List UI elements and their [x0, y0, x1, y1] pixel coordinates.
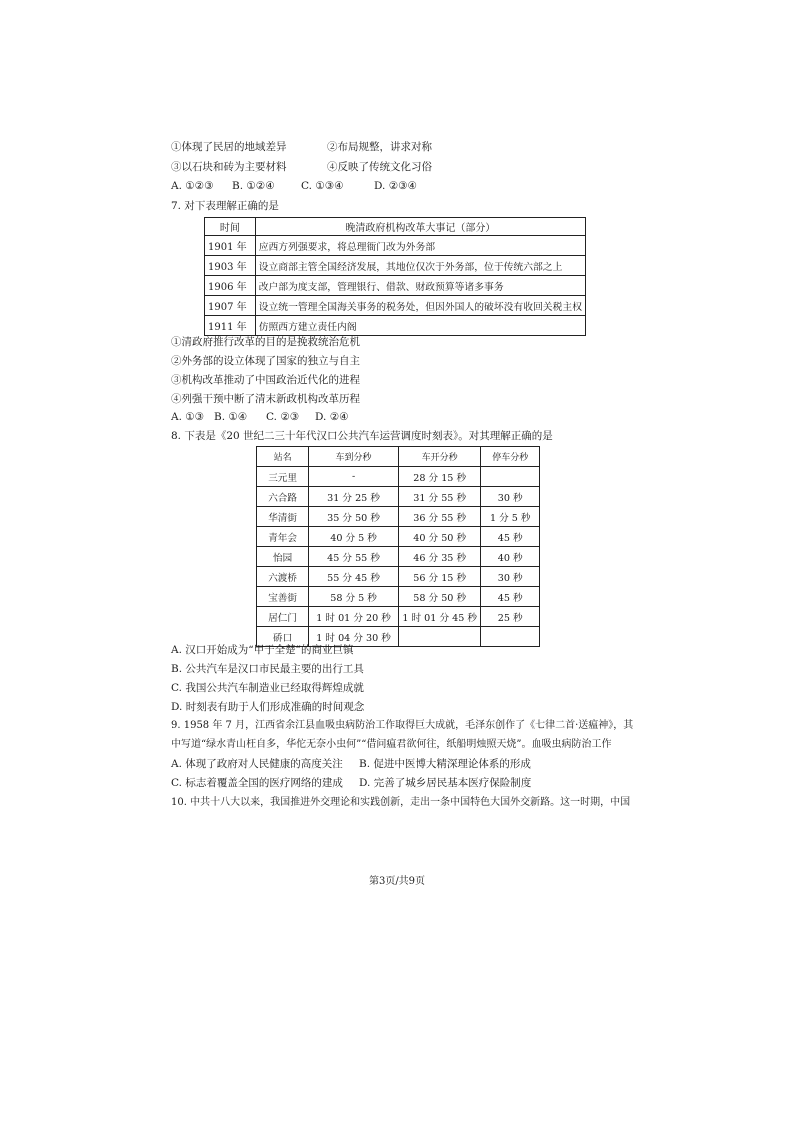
table-cell-year: 1907 年 [205, 296, 256, 316]
table-cell-stop: 40 秒 [481, 547, 540, 567]
q6-option-c: C. ①③④ [301, 180, 344, 192]
q8-table [256, 446, 540, 647]
table-cell-arrive: 40 分 5 秒 [309, 527, 399, 547]
table-cell-station: 居仁门 [257, 607, 309, 627]
table-cell-year: 1911 年 [205, 316, 256, 336]
table-cell-station: 怡园 [257, 547, 309, 567]
q9-option-b: B. 促进中医博大精深理论体系的形成 [359, 758, 531, 770]
table-header-cell: 站名 [257, 447, 309, 467]
table-cell-stop: 30 秒 [481, 487, 540, 507]
q6-item-2: ②布局规整，讲求对称 [327, 141, 432, 153]
table-cell-depart: 1 时 01 分 45 秒 [398, 607, 481, 627]
table-cell-depart: 40 分 50 秒 [398, 527, 481, 547]
q6-item-1: ①体现了民居的地域差异 [171, 141, 287, 153]
table-row [257, 587, 540, 607]
table-cell-arrive: - [309, 467, 399, 487]
table-cell-depart: 36 分 55 秒 [398, 507, 481, 527]
q8-option-a: A. 汉口开始成为“甲于全楚”的商业巨镇 [171, 644, 354, 656]
q7-stem: 7. 对下表理解正确的是 [171, 200, 279, 212]
table-cell-event: 设立统一管理全国海关事务的税务处，但因外国人的破坏没有收回关税主权 [255, 296, 585, 316]
table-header-cell: 停车分秒 [481, 447, 540, 467]
q9-stem-line-1: 9. 1958 年 7 月，江西省余江县血吸虫病防治工作取得巨大成就，毛泽东创作了《七律二首·送瘟神》，其 [171, 720, 634, 731]
table-cell-stop: 1 分 5 秒 [481, 507, 540, 527]
table-cell-depart: 31 分 55 秒 [398, 487, 481, 507]
table-cell-station: 宝善街 [257, 587, 309, 607]
q9-option-c: C. 标志着覆盖全国的医疗网络的建成 [171, 777, 343, 789]
table-cell-arrive: 1 时 01 分 20 秒 [309, 607, 399, 627]
q7-option-d: D. ②④ [315, 411, 349, 423]
table-row [257, 547, 540, 567]
table-row [205, 236, 586, 256]
table-cell-stop [481, 627, 540, 647]
table-cell-depart: 28 分 15 秒 [398, 467, 481, 487]
table-header-cell: 晚清政府机构改革大事记（部分） [255, 218, 585, 236]
table-row [257, 607, 540, 627]
table-cell-depart: 46 分 35 秒 [398, 547, 481, 567]
q6-option-a: A. ①②③ [171, 180, 214, 192]
q7-options [171, 411, 371, 425]
table-cell-station: 六渡桥 [257, 567, 309, 587]
table-cell-year: 1903 年 [205, 256, 256, 276]
table-cell-depart [398, 627, 481, 647]
table-cell-event: 应西方列强要求，将总理衙门改为外务部 [255, 236, 585, 256]
q6-option-d: D. ②③④ [374, 180, 417, 192]
q8-option-c: C. 我国公共汽车制造业已经取得辉煌成就 [171, 682, 364, 694]
page-number: 第3页/共9页 [368, 876, 426, 887]
q6-item-3: ③以石块和砖为主要材料 [171, 161, 287, 173]
q7-option-a: A. ①③ [171, 411, 205, 423]
q7-table [204, 217, 586, 336]
table-cell-arrive: 1 时 04 分 30 秒 [309, 627, 399, 647]
table-cell-arrive: 35 分 50 秒 [309, 507, 399, 527]
table-cell-station: 六合路 [257, 487, 309, 507]
table-row [205, 296, 586, 316]
table-cell-year: 1906 年 [205, 276, 256, 296]
q7-option-b: B. ①④ [214, 411, 248, 423]
table-row [257, 527, 540, 547]
table-row [257, 487, 540, 507]
table-header-row [205, 218, 586, 236]
table-cell-stop [481, 467, 540, 487]
table-cell-station: 三元里 [257, 467, 309, 487]
table-header-cell: 车开分秒 [398, 447, 481, 467]
table-cell-stop: 45 秒 [481, 527, 540, 547]
q7-statement-2: ②外务部的设立体现了国家的独立与自主 [171, 355, 360, 367]
table-cell-event: 设立商部主管全国经济发展，其地位仅次于外务部，位于传统六部之上 [255, 256, 585, 276]
table-cell-stop: 30 秒 [481, 567, 540, 587]
table-cell-year: 1901 年 [205, 236, 256, 256]
q8-option-b: B. 公共汽车是汉口市民最主要的出行工具 [171, 663, 364, 675]
q9-stem-line-2: 中写道“绿水青山枉自多，华佗无奈小虫何”“借问瘟君欲何往，纸船明烛照天烧”。血吸虫病防治工作 [171, 739, 612, 750]
q8-option-d: D. 时刻表有助于人们形成准确的时间观念 [171, 701, 365, 713]
q6-option-b: B. ①②④ [232, 180, 275, 192]
table-header-row [257, 447, 540, 467]
table-cell-stop: 45 秒 [481, 587, 540, 607]
q7-statement-1: ①清政府推行改革的目的是挽救统治危机 [171, 336, 360, 348]
table-row [205, 256, 586, 276]
q7-statement-4: ④列强干预中断了清末新政机构改革历程 [171, 393, 360, 405]
table-cell-station: 华清街 [257, 507, 309, 527]
q6-options [171, 180, 431, 194]
table-row [257, 507, 540, 527]
table-header-cell: 时间 [205, 218, 256, 236]
table-cell-station: 硚口 [257, 627, 309, 647]
table-cell-arrive: 31 分 25 秒 [309, 487, 399, 507]
table-cell-arrive: 45 分 55 秒 [309, 547, 399, 567]
table-cell-depart: 56 分 15 秒 [398, 567, 481, 587]
table-cell-station: 青年会 [257, 527, 309, 547]
q7-statement-3: ③机构改革推动了中国政治近代化的进程 [171, 374, 360, 386]
table-cell-event: 仿照西方建立责任内阁 [255, 316, 585, 336]
table-row [205, 316, 586, 336]
table-cell-event: 改户部为度支部，管理银行、借款、财政预算等诸多事务 [255, 276, 585, 296]
q10-stem-line-1: 10. 中共十八大以来，我国推进外交理论和实践创新，走出一条中国特色大国外交新路。这一时期，中国 [171, 797, 631, 808]
table-cell-depart: 58 分 50 秒 [398, 587, 481, 607]
q6-item-4: ④反映了传统文化习俗 [327, 161, 432, 173]
q9-option-d: D. 完善了城乡居民基本医疗保险制度 [359, 777, 532, 789]
table-cell-arrive: 55 分 45 秒 [309, 567, 399, 587]
table-cell-arrive: 58 分 5 秒 [309, 587, 399, 607]
table-cell-stop: 25 秒 [481, 607, 540, 627]
q7-option-c: C. ②③ [266, 411, 300, 423]
table-row [205, 276, 586, 296]
table-row [257, 467, 540, 487]
q8-stem: 8. 下表是《20 世纪二三十年代汉口公共汽车运营调度时刻表》。对其理解正确的是 [171, 430, 553, 442]
q9-option-a: A. 体现了政府对人民健康的高度关注 [171, 758, 343, 770]
table-header-cell: 车到分秒 [309, 447, 399, 467]
table-row [257, 567, 540, 587]
